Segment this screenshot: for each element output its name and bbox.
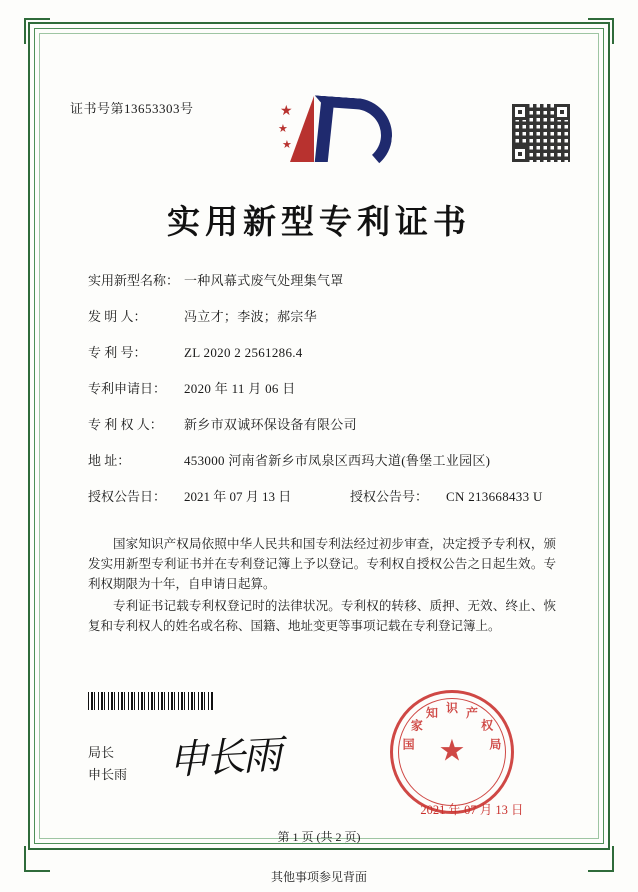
field-value: 新乡市双诚环保设备有限公司 — [184, 417, 357, 432]
legal-paragraph-1: 国家知识产权局依照中华人民共和国专利法经过初步审查，决定授予专利权，颁发实用新型专利证书并在专利登记簿上予以登记。专利权自授权公告之日起生效。专利权期限为十年，自申请日起算。 — [88, 537, 556, 591]
field-value: ZL 2020 2 2561286.4 — [184, 345, 303, 360]
footnote: 其他事项参见背面 — [270, 870, 367, 884]
corner-ornament-top-right — [588, 18, 614, 44]
legal-text-block — [88, 534, 556, 638]
signature-block — [88, 742, 127, 786]
seal-date: 2021 年 07 月 13 日 — [420, 803, 524, 817]
seal-char: 识 — [445, 701, 458, 715]
emblem-star: ★ — [280, 104, 293, 119]
field-row-patentee — [88, 414, 558, 433]
qr-finder-pattern — [512, 146, 528, 162]
emblem-star: ★ — [278, 123, 288, 135]
seal-char: 权 — [481, 718, 494, 733]
qr-finder-pattern — [554, 104, 570, 120]
seal-char: 家 — [410, 718, 423, 733]
seal-char: 局 — [489, 737, 502, 752]
page-title: 实用新型专利证书 — [167, 205, 471, 241]
barcode-icon — [88, 692, 214, 710]
legal-paragraph-2: 专利证书记载专利权登记时的法律状况。专利权的转移、质押、无效、终止、恢复和专利权人的姓名或名称、国籍、地址变更等事项记载在专利登记簿上。 — [88, 599, 556, 633]
field-row-inventors — [88, 306, 558, 325]
field-row-utility-model-name — [88, 270, 558, 289]
field-row-grant-announcement — [88, 486, 558, 505]
field-list — [88, 270, 558, 522]
signer-role: 局长 — [88, 745, 115, 760]
handwritten-signature: 申长雨 — [167, 732, 281, 783]
signer-name: 申长雨 — [88, 767, 128, 782]
seal-star: ★ — [438, 734, 466, 768]
corner-ornament-top-left — [24, 18, 50, 44]
field-row-patent-number — [88, 342, 558, 361]
field-row-address — [88, 450, 558, 469]
field-value-grant-number: CN 213668433 U — [446, 489, 543, 504]
field-value-grant-date: 2021 年 07 月 13 日 — [184, 489, 292, 504]
field-label-grant-number: 授权公告号： — [350, 489, 429, 504]
certificate-number: 证书号第13653303号 — [70, 101, 194, 116]
field-row-application-date — [88, 378, 558, 397]
seal-char: 知 — [426, 705, 439, 720]
emblem-star: ★ — [282, 139, 292, 151]
official-red-seal-icon — [390, 690, 514, 814]
field-label: 实用新型名称： — [88, 273, 180, 288]
patent-emblem-icon — [278, 92, 374, 170]
field-label: 地 址： — [88, 453, 131, 468]
field-value: 453000 河南省新乡市凤泉区西玛大道(鲁堡工业园区) — [184, 453, 491, 468]
qr-code-icon — [512, 104, 570, 162]
field-label: 专利申请日： — [88, 381, 167, 396]
field-label: 专 利 权 人： — [88, 417, 163, 432]
page-number: 第 1 页 (共 2 页) — [277, 830, 361, 844]
qr-finder-pattern — [512, 104, 528, 120]
seal-char: 国 — [402, 737, 415, 752]
field-label-grant-date: 授权公告日： — [88, 489, 167, 504]
field-value: 2020 年 11 月 06 日 — [184, 381, 296, 396]
field-label: 专 利 号： — [88, 345, 147, 360]
seal-char: 产 — [465, 705, 478, 720]
field-value: 一种风幕式废气处理集气罩 — [184, 273, 344, 288]
field-value: 冯立才；李波；郝宗华 — [184, 309, 318, 324]
field-label: 发 明 人： — [88, 309, 147, 324]
